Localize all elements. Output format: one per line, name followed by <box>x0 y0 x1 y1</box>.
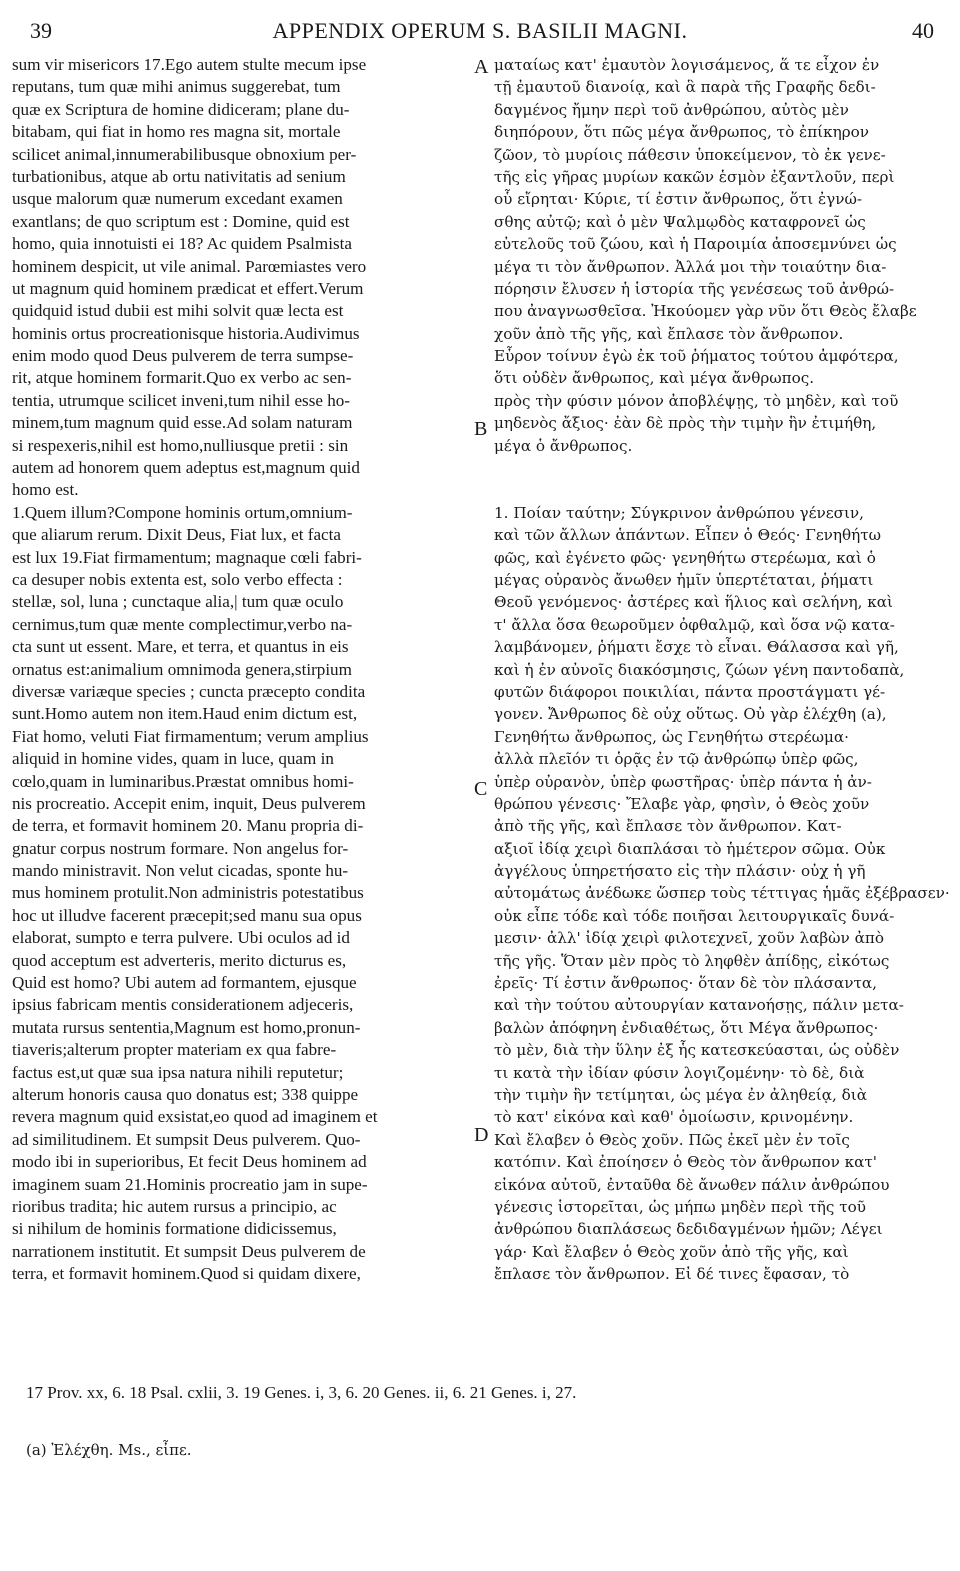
greek-text-line: ἔπλασε τὸν ἄνθρωπον. Εἰ δέ τινες ἔφασαν, τὸ <box>494 1265 850 1284</box>
latin-text-line: turbationibus, atque ab ortu nativitatis ad senium <box>12 166 346 186</box>
margin-marker-b: B <box>474 418 488 440</box>
latin-text-line: que aliarum rerum. Dixit Deus, Fiat lux, et facta <box>12 525 341 545</box>
greek-text-line: ἀγγέλους ὑπηρετήσατο εἰς τὴν πλάσιν· οὐχ ἡ γῆ <box>494 862 866 881</box>
latin-text-line: de terra, et formavit hominem 20. Manu propria di- <box>12 816 364 836</box>
greek-text-line: ἐρεῖς· Τί ἐστιν ἄνθρωπος· ὅταν δὲ τὸν πλάσαντα, <box>494 974 877 993</box>
latin-text-line: narrationem institutit. Et sumpsit Deus pulverem de <box>12 1241 366 1261</box>
greek-text-line: μεσιν· ἀλλ' ἰδίᾳ χειρὶ φιλοτεχνεῖ, χοῦν λαβὼν ἀπὸ <box>494 929 885 948</box>
latin-text-line: quæ ex Scriptura de homine didiceram; plane du- <box>12 99 350 119</box>
greek-text-line: αὐτομάτως ἀνέδωκε ὥσπερ τοὺς τέττιγας ἡμᾶς ἐξέβρασεν· <box>494 884 950 903</box>
greek-text-line: φῶς, καὶ ἐγένετο φῶς· γενηθήτω στερέωμα, καὶ ὁ <box>494 548 876 567</box>
greek-text-line: τ' ἄλλα ὅσα θεωροῦμεν ὀφθαλμῷ, καὶ ὅσα νῷ κατα- <box>494 615 895 634</box>
latin-text-line: ad similitudinem. Et sumpsit Deus pulverem. Quo- <box>12 1129 361 1149</box>
latin-text-line: hominis ortus procreationisque historia.Audivimus <box>12 323 360 343</box>
greek-text-line: γονεν. Ἄνθρωπος δὲ οὐχ οὕτως. Οὐ γὰρ ἐλέχθη (a), <box>494 705 887 724</box>
latin-text-line: sum vir misericors 17.Ego autem stulte mecum ipse <box>12 55 367 74</box>
latin-text-line: bitabam, qui fiat in homo res magna sit, mortale <box>12 122 341 142</box>
latin-text-line: terra, et formavit hominem.Quod si quidam dixere, <box>12 1264 361 1284</box>
latin-text-line: imaginem suam 21.Hominis procreatio jam in supe- <box>12 1174 368 1194</box>
greek-text-line: χοῦν ἀπὸ τῆς γῆς, καὶ ἔπλασε τὸν ἄνθρωπον. <box>494 324 844 343</box>
greek-text-line: μηδενὸς ἄξιος· ἐὰν δὲ πρὸς τὴν τιμὴν ἣν ἐτιμήθη, <box>494 414 877 433</box>
greek-text-line: τῆς γῆς. Ὅταν μὲν πρὸς τὸ ληφθὲν ἀπίδῃς, εἰκότως <box>494 951 890 970</box>
greek-text-line: Εὗρον τοίνυν ἐγὼ ἐκ τοῦ ῥήματος τούτου ἀμφότερα, <box>494 347 899 366</box>
latin-text-line: alterum honoris causa quo donatus est; 338 quippe <box>12 1084 359 1104</box>
greek-text-line: Γενηθήτω ἄνθρωπος, ὡς Γενηθήτω στερέωμα· <box>494 727 849 746</box>
greek-text-line: τὸ μὲν, διὰ τὴν ὕλην ἐξ ἧς κατεσκεύασται, ὡς οὐδὲν <box>494 1041 900 1060</box>
latin-text-line: sunt.Homo autem non item.Haud enim dictum est, <box>12 704 358 724</box>
latin-text-line: diversæ variæque species ; cuncta præcepto condita <box>12 681 366 701</box>
latin-text-line: ornatus est:animalium omnimoda genera,stirpium <box>12 659 352 679</box>
greek-text-line: οὗ εἴρηται· Κύριε, τί ἐστιν ἄνθρωπος, ὅτι ἐγνώ- <box>494 190 862 209</box>
greek-text-line: ἀλλὰ πλεῖόν τι ὁρᾷς ἐν τῷ ἀνθρώπῳ ὑπὲρ φῶς, <box>494 750 859 769</box>
latin-text-line: revera magnum quid exsistat,eo quod ad imaginem et <box>12 1107 378 1127</box>
latin-text-line: mando ministravit. Non velut cicadas, sponte hu- <box>12 861 349 881</box>
greek-text-line: αξιοῖ ἰδίᾳ χειρὶ διαπλάσαι τὸ ἡμέτερον σῶμα. Οὐκ <box>494 839 886 858</box>
latin-text-line: mutata rursus sententia,Magnum est homo,pronun- <box>12 1017 361 1037</box>
greek-text-line: μέγας οὐρανὸς ἄνωθεν ἡμῖν ὑπερτέταται, ῥήματι <box>494 570 874 589</box>
greek-text-line: πόρησιν ἔλυσεν ἡ ἱστορία τῆς γενέσεως τοῦ ἀνθρώ- <box>494 279 895 298</box>
latin-text-line: tiaveris;alterum propter materiam ex qua fabre- <box>12 1040 337 1060</box>
latin-text-line: usque malorum quæ numerum excedant examen <box>12 189 343 209</box>
greek-text-line <box>494 479 944 501</box>
latin-text-line: factus est,ut quæ sua ipsa natura nihili reputetur; <box>12 1062 344 1082</box>
greek-text-line: τῇ ἐμαυτοῦ διανοίᾳ, καὶ ἃ παρὰ τῆς Γραφῆς δεδι- <box>494 78 876 97</box>
latin-text-line: cta sunt ut essent. Mare, et terra, et quantus in eis <box>12 637 349 657</box>
latin-text-line: est lux 19.Fiat firmamentum; magnaque cœli fabri- <box>12 547 362 567</box>
latin-text-line: gnatur corpus nostrum formare. Non angelus for- <box>12 838 349 858</box>
greek-text-line: ὅτι οὐδὲν ἄνθρωπος, καὶ μέγα ἄνθρωπος. <box>494 369 815 388</box>
greek-text-line: τι κατὰ τὴν ἰδίαν φύσιν λογιζομένην· τὸ δὲ, διὰ <box>494 1063 865 1082</box>
latin-text-line: nis procreatio. Accepit enim, inquit, Deus pulverem <box>12 793 366 813</box>
latin-column <box>12 54 472 1285</box>
margin-marker-d: D <box>474 1124 489 1146</box>
latin-text-line: exantlans; de quo scriptum est : Domine, quid est <box>12 211 350 231</box>
greek-text-line: καὶ τῶν ἄλλων ἁπάντων. Εἶπεν ὁ Θεός· Γενηθήτω <box>494 526 882 545</box>
greek-text-line: κατόπιν. Καὶ ἐποίησεν ὁ Θεὸς τὸν ἄνθρωπον κατ' <box>494 1153 877 1172</box>
greek-text-line: τὴν τιμὴν ἣν τετίμηται, ὡς μέγα ἐν ἀληθείᾳ, διὰ <box>494 1085 868 1104</box>
latin-text-line: stellæ, sol, luna ; cunctaque alia,| tum quæ oculo <box>12 592 344 612</box>
latin-text-line: scilicet animal,innumerabilibusque obnoxium per- <box>12 144 357 164</box>
greek-column <box>494 54 950 1285</box>
greek-text-line: δαγμένος ἤμην περὶ τοῦ ἀνθρώπου, αὐτὸς μὲν <box>494 100 849 119</box>
greek-text-line: φυτῶν διάφοροι ποικιλίαι, πάντα προστάγματι γέ- <box>494 682 886 701</box>
greek-text-line <box>494 457 944 479</box>
latin-text-line: mus hominem protulit.Non administris potestatibus <box>12 883 364 903</box>
greek-text-line: 1. Ποίαν ταύτην; Σύγκρινον ἀνθρώπου γένεσιν, <box>494 503 864 522</box>
greek-text-line: γάρ· Καὶ ἔλαβεν ὁ Θεὸς χοῦν ἀπὸ τῆς γῆς, καὶ <box>494 1242 849 1261</box>
page-number-left: 39 <box>30 18 52 43</box>
latin-text-line: rit, atque hominem formarit.Quo ex verbo ac sen- <box>12 368 352 388</box>
latin-text-line: 1.Quem illum?Compone hominis ortum,omnium- <box>12 502 353 522</box>
greek-text-line: μέγα ὁ ἄνθρωπος. <box>494 436 633 455</box>
latin-text-line: autem ad honorem quem adeptus est,magnum quid <box>12 458 360 478</box>
latin-text-line: cœlo,quam in luminaribus.Præstat omnibus homi- <box>12 771 354 791</box>
latin-text-line: ut magnum quid hominem prædicat et effert.Verum <box>12 278 364 298</box>
latin-text-line: reputans, tum quæ mihi animus suggerebat, tum <box>12 77 341 97</box>
latin-text-line: elaborat, sumpto e terra pulvere. Ubi oculos ad id <box>12 928 350 948</box>
footnotes: 17 Prov. xx, 6. 18 Psal. cxlii, 3. 19 Genes. i, 3, 6. 20 Genes. ii, 6. 21 Genes. i, 27. <box>26 1383 577 1402</box>
latin-text-line: rioribus tradita; hic autem rursus a principio, ac <box>12 1196 337 1216</box>
greek-text-line: Θεοῦ γενόμενος· ἀστέρες καὶ ἥλιος καὶ σελήνη, καὶ <box>494 593 894 612</box>
greek-text-line: ἀνθρώπου διαπλάσεως δεδιδαγμένων ἡμῶν; Λέγει <box>494 1220 883 1239</box>
greek-text-line: εἰκόνα αὐτοῦ, ἐνταῦθα δὲ ἄνωθεν πάλιν ἀνθρώπου <box>494 1175 890 1194</box>
greek-text-line: ματαίως κατ' ἐμαυτὸν λογισάμενος, ἅ τε εἶχον ἐν <box>494 56 880 74</box>
running-header <box>22 18 938 48</box>
greek-text-line: που ἀναγνωσθεῖσα. Ἠκούομεν γὰρ νῦν ὅτι Θεὸς ἔλαβε <box>494 302 917 321</box>
greek-text-line: πρὸς τὴν φύσιν μόνον ἀποβλέψῃς, τὸ μηδὲν, καὶ τοῦ <box>494 391 899 410</box>
latin-text-line: si nihilum de hominis formatione didicissemus, <box>12 1219 337 1239</box>
latin-text-line: minem,tum magnum quid esse.Ad solam naturam <box>12 413 353 433</box>
variant-note: (a) Ἐλέχθη. Ms., εἶπε. <box>26 1441 192 1459</box>
greek-text-line: γένεσις ἱστορεῖται, ὡς μήπω μηδὲν περὶ τῆς τοῦ <box>494 1197 866 1216</box>
greek-text-line: ζῶον, τὸ μυρίοις πάθεσιν ὑποκείμενον, τὸ ἐκ γενε- <box>494 145 886 164</box>
greek-text-line: λαμβάνομεν, ῥήματι ἔσχε τὸ εἶναι. Θάλασσα καὶ γῆ, <box>494 638 899 657</box>
greek-text-line: σθης αὐτῷ; καὶ ὁ μὲν Ψαλμῳδὸς καταφρονεῖ ὡς <box>494 212 866 231</box>
greek-text-line: Καὶ ἔλαβεν ὁ Θεὸς χοῦν. Πῶς ἐκεῖ μὲν ἐν τοῖς <box>494 1130 850 1149</box>
greek-text-line: τῆς εἰς γῆρας μυρίων κακῶν ἑσμὸν ἐξαντλοῦν, περὶ <box>494 167 895 186</box>
latin-text-line: si respexeris,nihil est homo,nulliusque pretii : sin <box>12 435 349 455</box>
greek-text-line: μέγα τι τὸν ἄνθρωπον. Ἀλλά μοι τὴν τοιαύτην δια- <box>494 257 887 276</box>
latin-text-line: cernimus,tum quæ mente complectimur,verbo na- <box>12 614 353 634</box>
greek-text-line: καὶ ἡ ἐν αὐνοῖς διακόσμησις, ζώων γένη παντοδαπὰ, <box>494 660 905 679</box>
latin-text-line: homo, quia innotuisti ei 18? Ac quidem Psalmista <box>12 234 352 254</box>
latin-text-line: quod acceptum est adverteris, merito dicturus es, <box>12 950 347 970</box>
latin-text-line: hominem despicit, ut vile animal. Parœmiastes vero <box>12 256 367 276</box>
page-number-right: 40 <box>912 18 934 43</box>
latin-text-line: hoc ut illudve facerent præcepit;sed manu sua opus <box>12 905 362 925</box>
latin-text-line: homo est. <box>12 480 79 500</box>
latin-text-line: ca desuper nobis extenta est, solo verbo effecta : <box>12 569 343 589</box>
latin-text-line: Quid est homo? Ubi autem ad formantem, ejusque <box>12 973 357 993</box>
latin-text-line: tentia, utrumque scilicet inveni,tum nihil esse ho- <box>12 390 351 410</box>
greek-text-line: ὑπὲρ οὐρανὸν, ὑπὲρ φωστῆρας· ὑπὲρ πάντα ἡ ἀν- <box>494 772 872 791</box>
latin-text-line: Fiat homo, veluti Fiat firmamentum; verum amplius <box>12 726 369 746</box>
greek-text-line: καὶ τὴν τούτου αὐτουργίαν κατανοήσῃς, πάλιν μετα- <box>494 996 904 1015</box>
latin-text-line: quidquid istud dubii est mihi solvit quæ lecta est <box>12 301 344 321</box>
greek-text-line: βαλὼν ἀπόφηνη ἐνδιαθέτως, ὅτι Μέγα ἄνθρωπος· <box>494 1018 879 1037</box>
latin-text-line: ipsius fabricam mentis considerationem adjeceris, <box>12 995 354 1015</box>
greek-text-line: τὸ κατ' εἰκόνα καὶ καθ' ὁμοίωσιν, κρινομένην. <box>494 1108 854 1127</box>
greek-text-line: διηπόρουν, ὅτι πῶς μέγα ἄνθρωπος, τὸ ἐπίκηρον <box>494 123 870 142</box>
greek-text-line: εὐτελοῦς τοῦ ζώου, καὶ ἡ Παροιμία ἀποσεμνύνει ὡς <box>494 235 897 254</box>
latin-text-line: modo ibi in superioribus, Et fecit Deus hominem ad <box>12 1152 367 1172</box>
latin-text-line: aliquid in homine vides, quam in luce, quam in <box>12 749 334 769</box>
greek-text-line: ἀπὸ τῆς γῆς, καὶ ἔπλασε τὸν ἄνθρωπον. Κατ- <box>494 817 842 836</box>
margin-marker-c: C <box>474 778 488 800</box>
running-title: APPENDIX OPERUM S. BASILII MAGNI. <box>272 18 688 43</box>
latin-text-line: enim modo quod Deus pulverem de terra sumpse- <box>12 346 354 366</box>
greek-text-line: θρώπου γένεσις· Ἔλαβε γὰρ, φησὶν, ὁ Θεὸς χοῦν <box>494 794 870 813</box>
margin-marker-a: A <box>474 56 489 78</box>
greek-text-line: οὐκ εἶπε τόδε καὶ τόδε ποιῆσαι λειτουργικαῖς δυνά- <box>494 906 895 925</box>
